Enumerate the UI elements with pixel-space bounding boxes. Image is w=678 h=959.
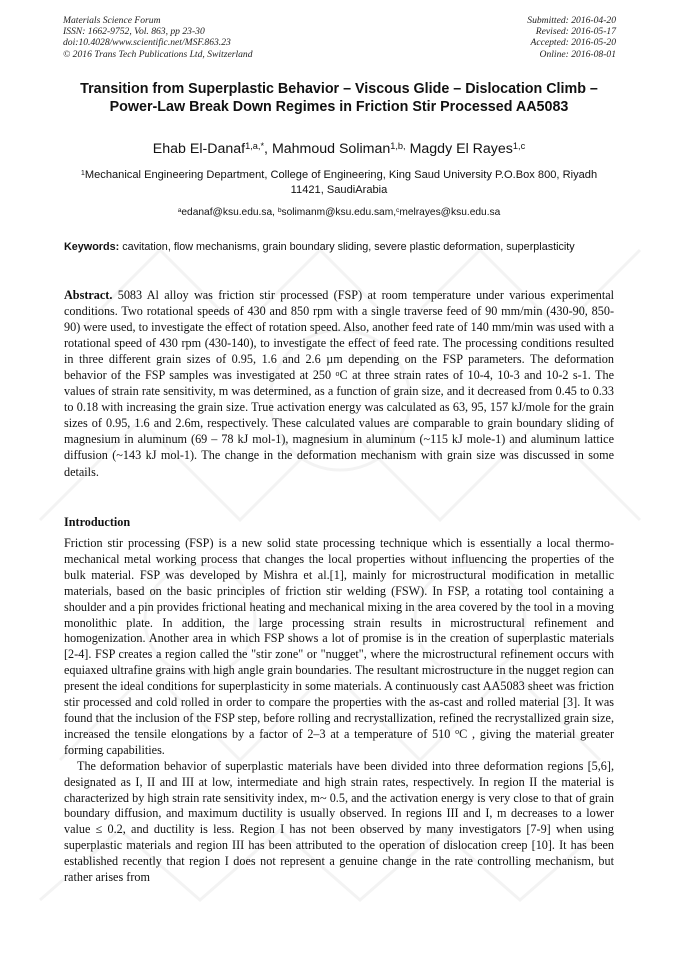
author-name: Mahmoud Soliman — [271, 141, 391, 157]
paragraph — [64, 536, 614, 759]
journal-copyright: © 2016 Trans Tech Publications Ltd, Switzerland — [63, 48, 253, 60]
degree-mark: o — [455, 727, 460, 737]
keywords-label: Keywords: — [64, 241, 120, 253]
journal-name: Materials Science Forum — [63, 15, 161, 26]
author-affiliation-mark: 1,c — [512, 140, 526, 151]
keywords — [64, 240, 614, 255]
abstract — [64, 287, 614, 480]
journal-issn: ISSN: 1662-9752, Vol. 863, pp 23-30 — [63, 26, 205, 38]
abstract-label: Abstract. — [64, 288, 113, 302]
email-address[interactable]: melrayes@ksu.edu.sa — [399, 207, 501, 218]
journal-doi: doi:10.4028/www.scientific.net/MSF.863.23 — [63, 37, 231, 49]
section-heading-introduction: Introduction — [64, 515, 131, 529]
author-list: Ehab El-Danaf$^{1,a,*}$, Mahmoud Soliman$^{1,b,}$ Magdy El Rayes$^{1,c}$ — [152, 140, 526, 157]
author-name: Ehab El-Danaf — [152, 141, 246, 157]
email-address[interactable]: edanaf@ksu.edu.sa, — [181, 207, 278, 218]
affiliation-text: Mechanical Engineering Department, College of Engineering, King Saud University P.O.Box 800, Riyadh 11421, SaudiArabia — [84, 169, 598, 196]
journal-info — [63, 15, 253, 60]
abstract-text-cont: C at three strain rates of 10-4, 10-3 and 10-2 s-1. The values of strain rate sensitivity, m was determined, as a function of grain size, and it decreased from 0.45 to 0.33 to 0.18 with increasing the grain size. True activation energy was calculated as 63, 95, 157 kJ/mole for the grain sizes of 0.95, 1.6 and 2.6m, respectively. These calculated values are comparable to grain boundary sliding of magnesium in aluminum (69 – 78 kJ mol-1), magnesium in aluminum (~115 kJ mole-1) and aluminum lattice diffusion (~143 kJ mol-1). The change in the deformation mechanism with grain size was discussed in some details. — [64, 368, 614, 479]
publication-dates — [527, 15, 616, 60]
abstract-text: 5083 Al alloy was friction stir processed (FSP) at room temperature under various experimental conditions. Two rotational speeds of 430 and 850 rpm with a single traverse feed of 90 mm/min (430-90, 850-90) were used, to investigate the effect of rotation speed. Also, another feed rate of 140 mm/min was used with a rotational speed of 430 rpm (430-140), to investigate the effect of feed rate. The processing conditions resulted in three different grain sizes of 0.95, 1.6 and 2.6 µm depending on the FSP parameters. The deformation behavior of the FSP samples was investigated at 250 — [64, 288, 615, 383]
date-online: Online: 2016-08-01 — [539, 48, 616, 60]
paragraph-text-cont: C , giving the material greater forming capabilities. — [64, 726, 615, 757]
affiliation-mark: 1 — [80, 167, 85, 177]
email-mark: a — [177, 207, 182, 215]
author-emails — [60, 206, 618, 219]
author-affiliation-mark: 1,a,* — [245, 140, 265, 151]
email-address[interactable]: solimanm@ksu.edu.sam, — [281, 207, 397, 218]
author-affiliation-mark: 1,b, — [390, 140, 406, 151]
date-submitted: Submitted: 2016-04-20 — [527, 15, 616, 26]
affiliation — [80, 168, 598, 197]
degree-mark: o — [335, 368, 340, 378]
author-name: Magdy El Rayes — [409, 141, 513, 157]
date-accepted: Accepted: 2016-05-20 — [530, 37, 616, 49]
keywords-text: cavitation, flow mechanisms, grain boundary sliding, severe plastic deformation, superplasticity — [122, 241, 575, 253]
email-mark: b — [277, 207, 282, 215]
introduction-body — [64, 536, 614, 886]
email-mark: c — [396, 207, 400, 215]
paragraph-text: Friction stir processing (FSP) is a new solid state processing technique which is essentially a local thermo-mechanical metal working process that changes the local properties without influencing the properties of the bulk material. FSP was developed by Mishra et al.[1], mainly for microstructural modification in metallic materials, based on the basic principles of friction stir welding (FSW). In FSP, a rotating tool containing a shoulder and a pin provides frictional heating and mechanical mixing in the area covered by the tool in a moving monolithic plate. In addition, the large processing strain results in microstructural refinement and homogenization. Another area in which FSP shows a lot of promise is in the creation of superplastic materials [2-4]. FSP creates a region called the "stir zone" or "nugget", where the microstructural refinement occurs with equiaxed ultrafine grains with high angle grain boundaries. The resultant microstructure in the nugget region can present the ideal conditions for superplasticity in some materials. A continuously cast AA5083 sheet was friction stir processed and cold rolled in order to compare the properties with the as-cast and rolled material [3]. It was found that the inclusion of the FSP step, before rolling and recrystallization, refined the recrystallized grain size, increased the tensile elongations by a factor of 2–3 at a temperature of 510 — [64, 536, 614, 741]
paragraph: The deformation behavior of superplastic materials have been divided into three deformation regions [5,6], designated as I, II and III at low, intermediate and high strain rates, respectively. In region II the material is characterized by high strain rate sensitivity index, m~ 0.5, and the activation energy is very close to that of grain boundary diffusion, and maximum ductility is usually observed. In regions III and I, m decreases to a lower value ≤ 0.2, and ductility is less. Region I has not been observed by many investigators [7-9] when using superplastic materials and region III has been attributed to the operation of dislocation creep [10]. It has been established recently that region I does not represent a genuine change in the rate controlling mechanism, but rather arises from — [64, 758, 614, 885]
date-revised: Revised: 2016-05-17 — [535, 26, 616, 38]
paper-title: Transition from Superplastic Behavior – Viscous Glide – Dislocation Climb – Power-Law Break Down Regimes in Friction Stir Processed AA5083 — [80, 81, 598, 115]
